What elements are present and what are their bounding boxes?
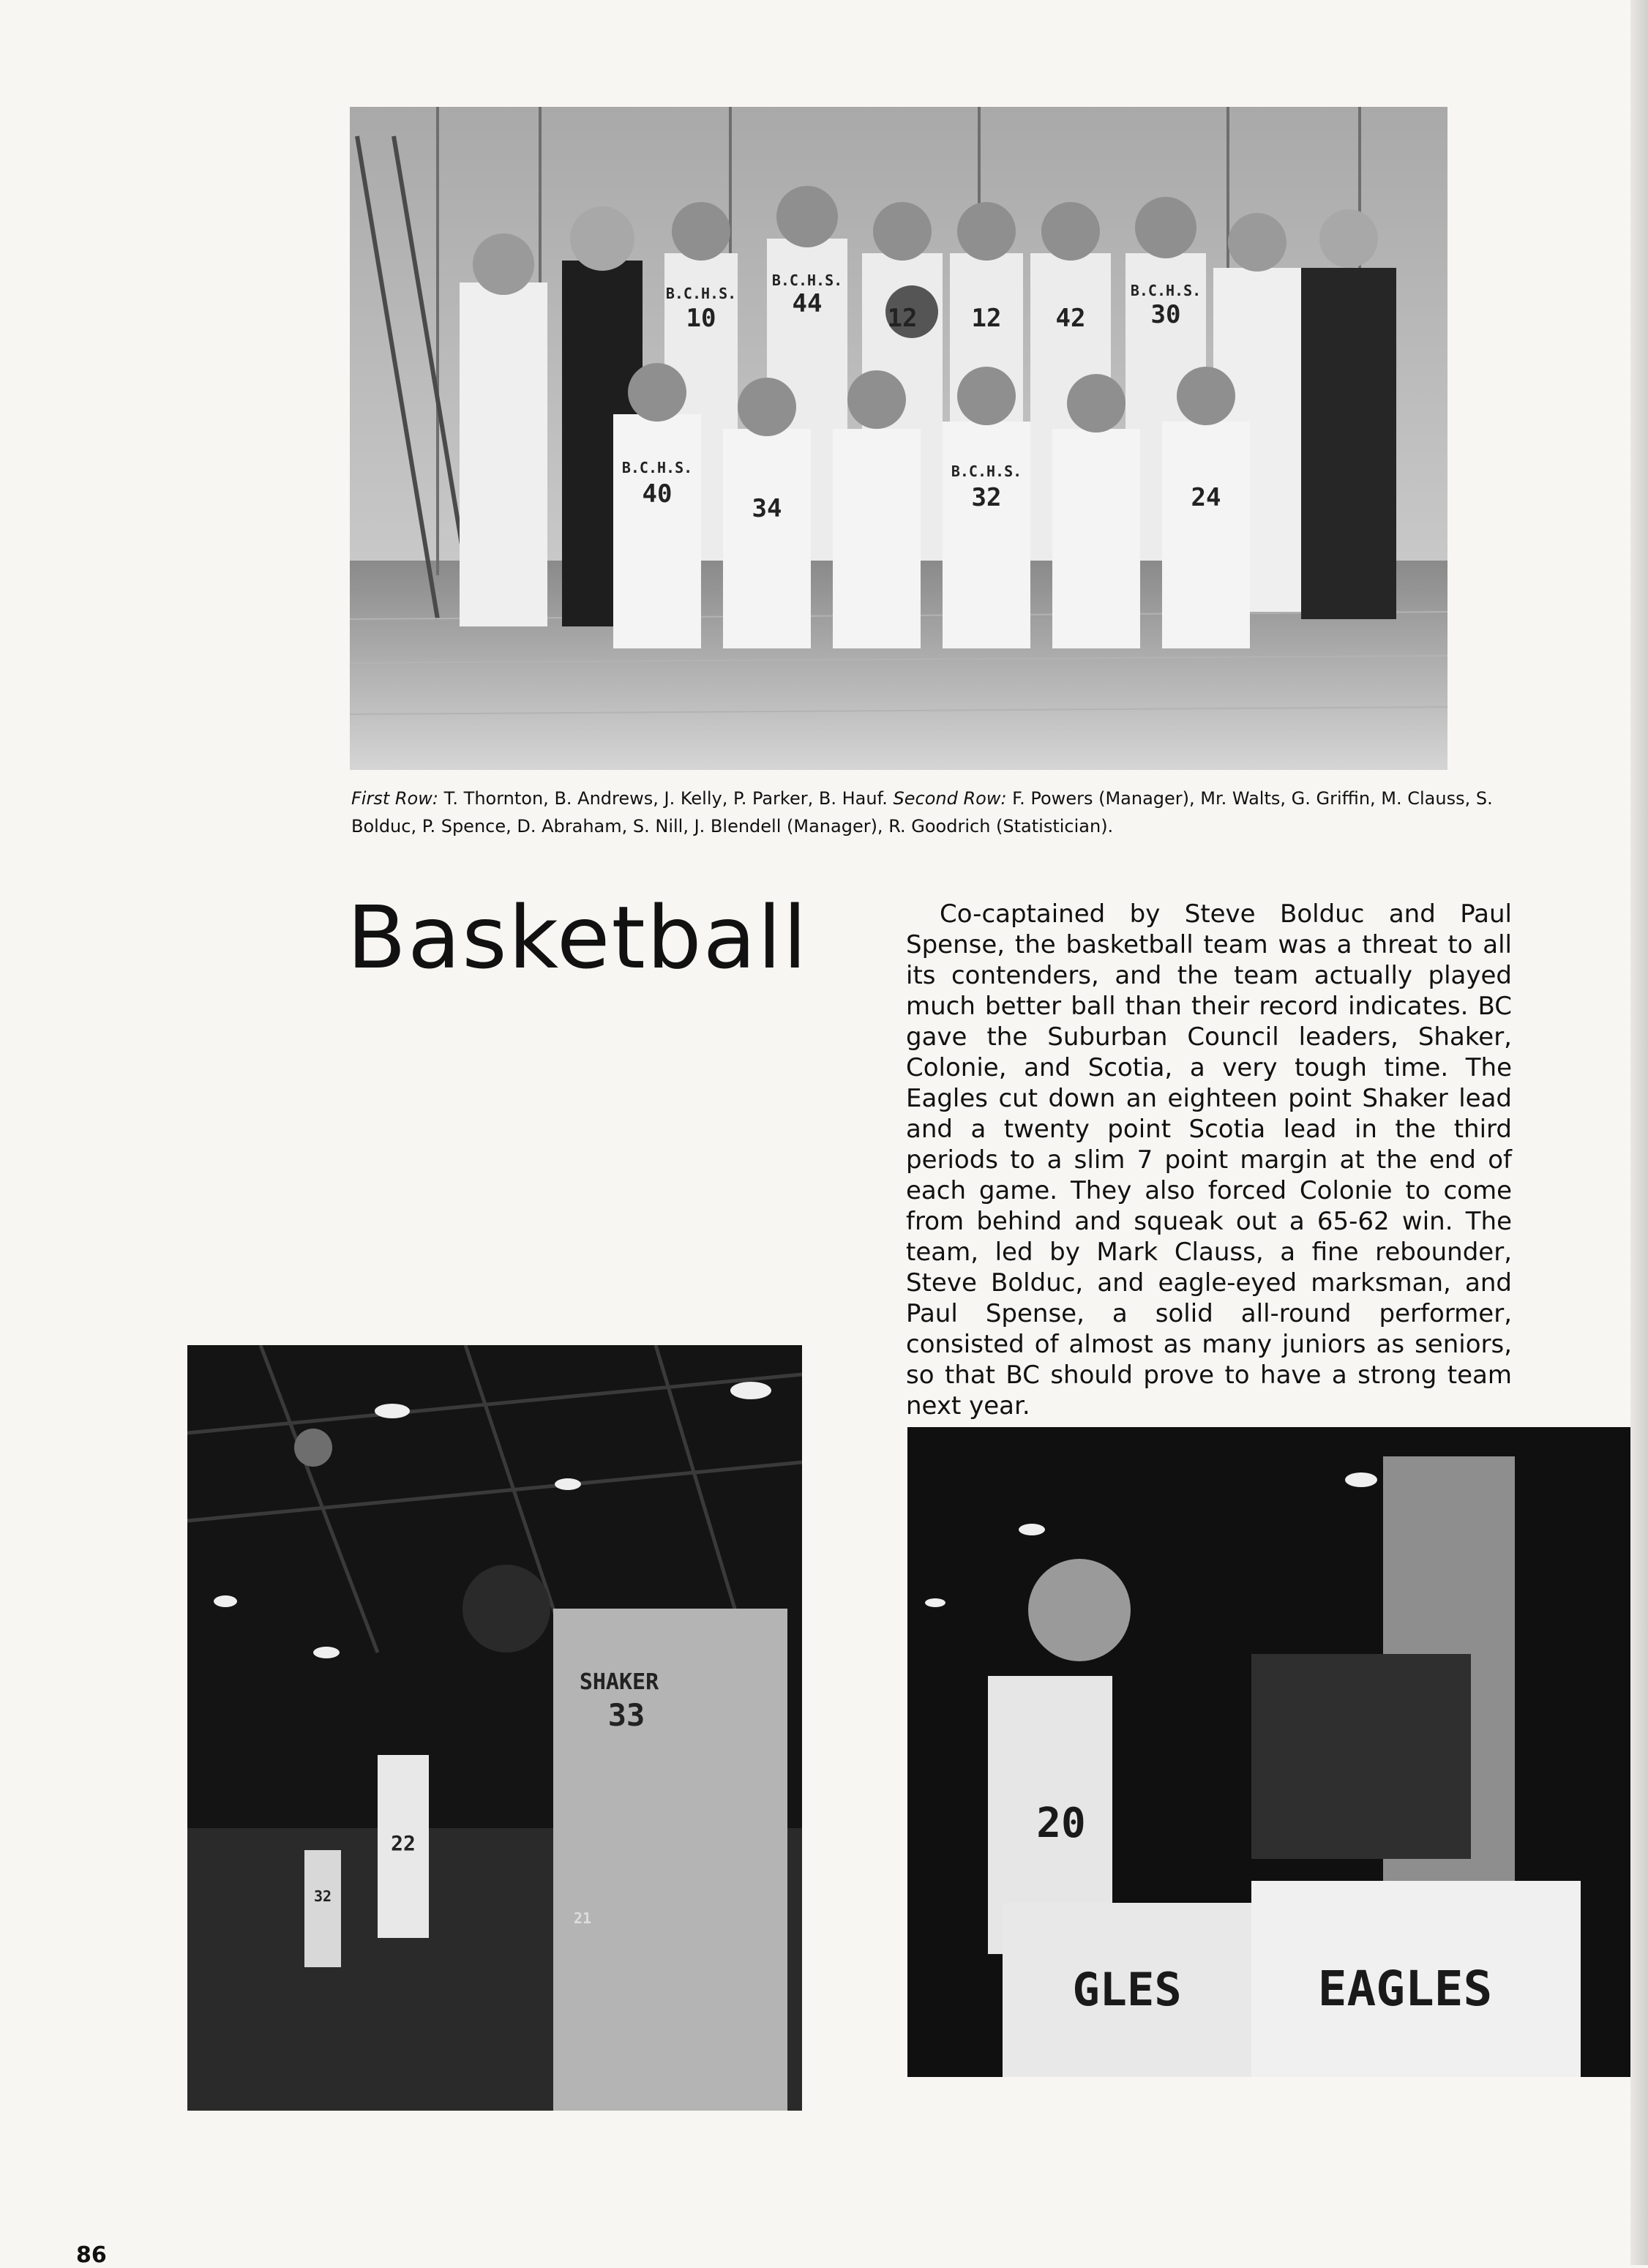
team-photo	[350, 107, 1447, 770]
jersey-school: B.C.H.S.	[1130, 282, 1202, 299]
jersey-number: 32	[313, 1887, 332, 1905]
jersey-number: 34	[752, 494, 782, 523]
photo-caption	[351, 785, 1493, 840]
jersey-number: 10	[686, 304, 716, 333]
jersey-school: B.C.H.S.	[621, 459, 693, 476]
jersey-number: 21	[573, 1909, 592, 1927]
action-photo-right	[907, 1427, 1648, 2077]
caption-second-row-label: Second Row:	[893, 788, 1007, 809]
jersey-number: 44	[792, 289, 823, 318]
page-edge-shadow	[1630, 0, 1648, 2265]
article-body: Co-captained by Steve Bolduc and Paul Spense, the basketball team was a threat to all its contenders, and the team actually played much better ball than their record indicates. BC gave the Suburban Council leaders, Shaker, Colonie, and Scotia, a very tough time. The Eagles cut down an eighteen point Shaker lead and a twenty point Scotia lead in the third periods to a slim 7 point margin at the end of each game. They also forced Colonie to come from behind and squeak out a 65-62 win. The team, led by Mark Clauss, a fine rebounder, Steve Bolduc, and eagle-eyed marksman, and Paul Spense, a solid all-round performer, consisted of almost as many juniors as seniors, so that BC should prove to have a strong team next year.	[906, 899, 1512, 1421]
caption-second-row-names: F. Powers (Manager), Mr. Walts, G. Griffin, M. Clauss, S. Bolduc, P. Spence, D. Abraham, S. Nill, J. Blendell (Manager), R. Goodrich (Statistician).	[351, 788, 1493, 837]
jersey-number: 33	[607, 1697, 645, 1733]
jersey-school: B.C.H.S.	[665, 285, 737, 302]
jersey-number: 42	[1055, 304, 1086, 333]
jersey-number: 40	[642, 479, 673, 509]
jersey-opponent: SHAKER	[579, 1669, 659, 1695]
jersey-number: 20	[1036, 1800, 1086, 1847]
jersey-eagles: EAGLES	[1317, 1961, 1493, 2017]
jersey-number: 12	[887, 304, 918, 333]
jersey-number: 24	[1191, 483, 1221, 512]
caption-first-row-label: First Row:	[351, 788, 438, 809]
jersey-number: 12	[971, 304, 1002, 333]
jersey-number: 22	[391, 1831, 416, 1855]
jersey-eagles-partial: GLES	[1072, 1963, 1182, 2016]
page-number: 86	[76, 2242, 107, 2268]
jersey-number: 32	[971, 483, 1002, 512]
jersey-school: B.C.H.S.	[951, 463, 1022, 480]
action-photo-left	[187, 1345, 802, 2111]
caption-first-row-names: T. Thornton, B. Andrews, J. Kelly, P. Parker, B. Hauf.	[438, 788, 894, 809]
jersey-number: 30	[1150, 300, 1181, 329]
jersey-school: B.C.H.S.	[771, 272, 843, 289]
headline: Basketball	[347, 887, 809, 988]
